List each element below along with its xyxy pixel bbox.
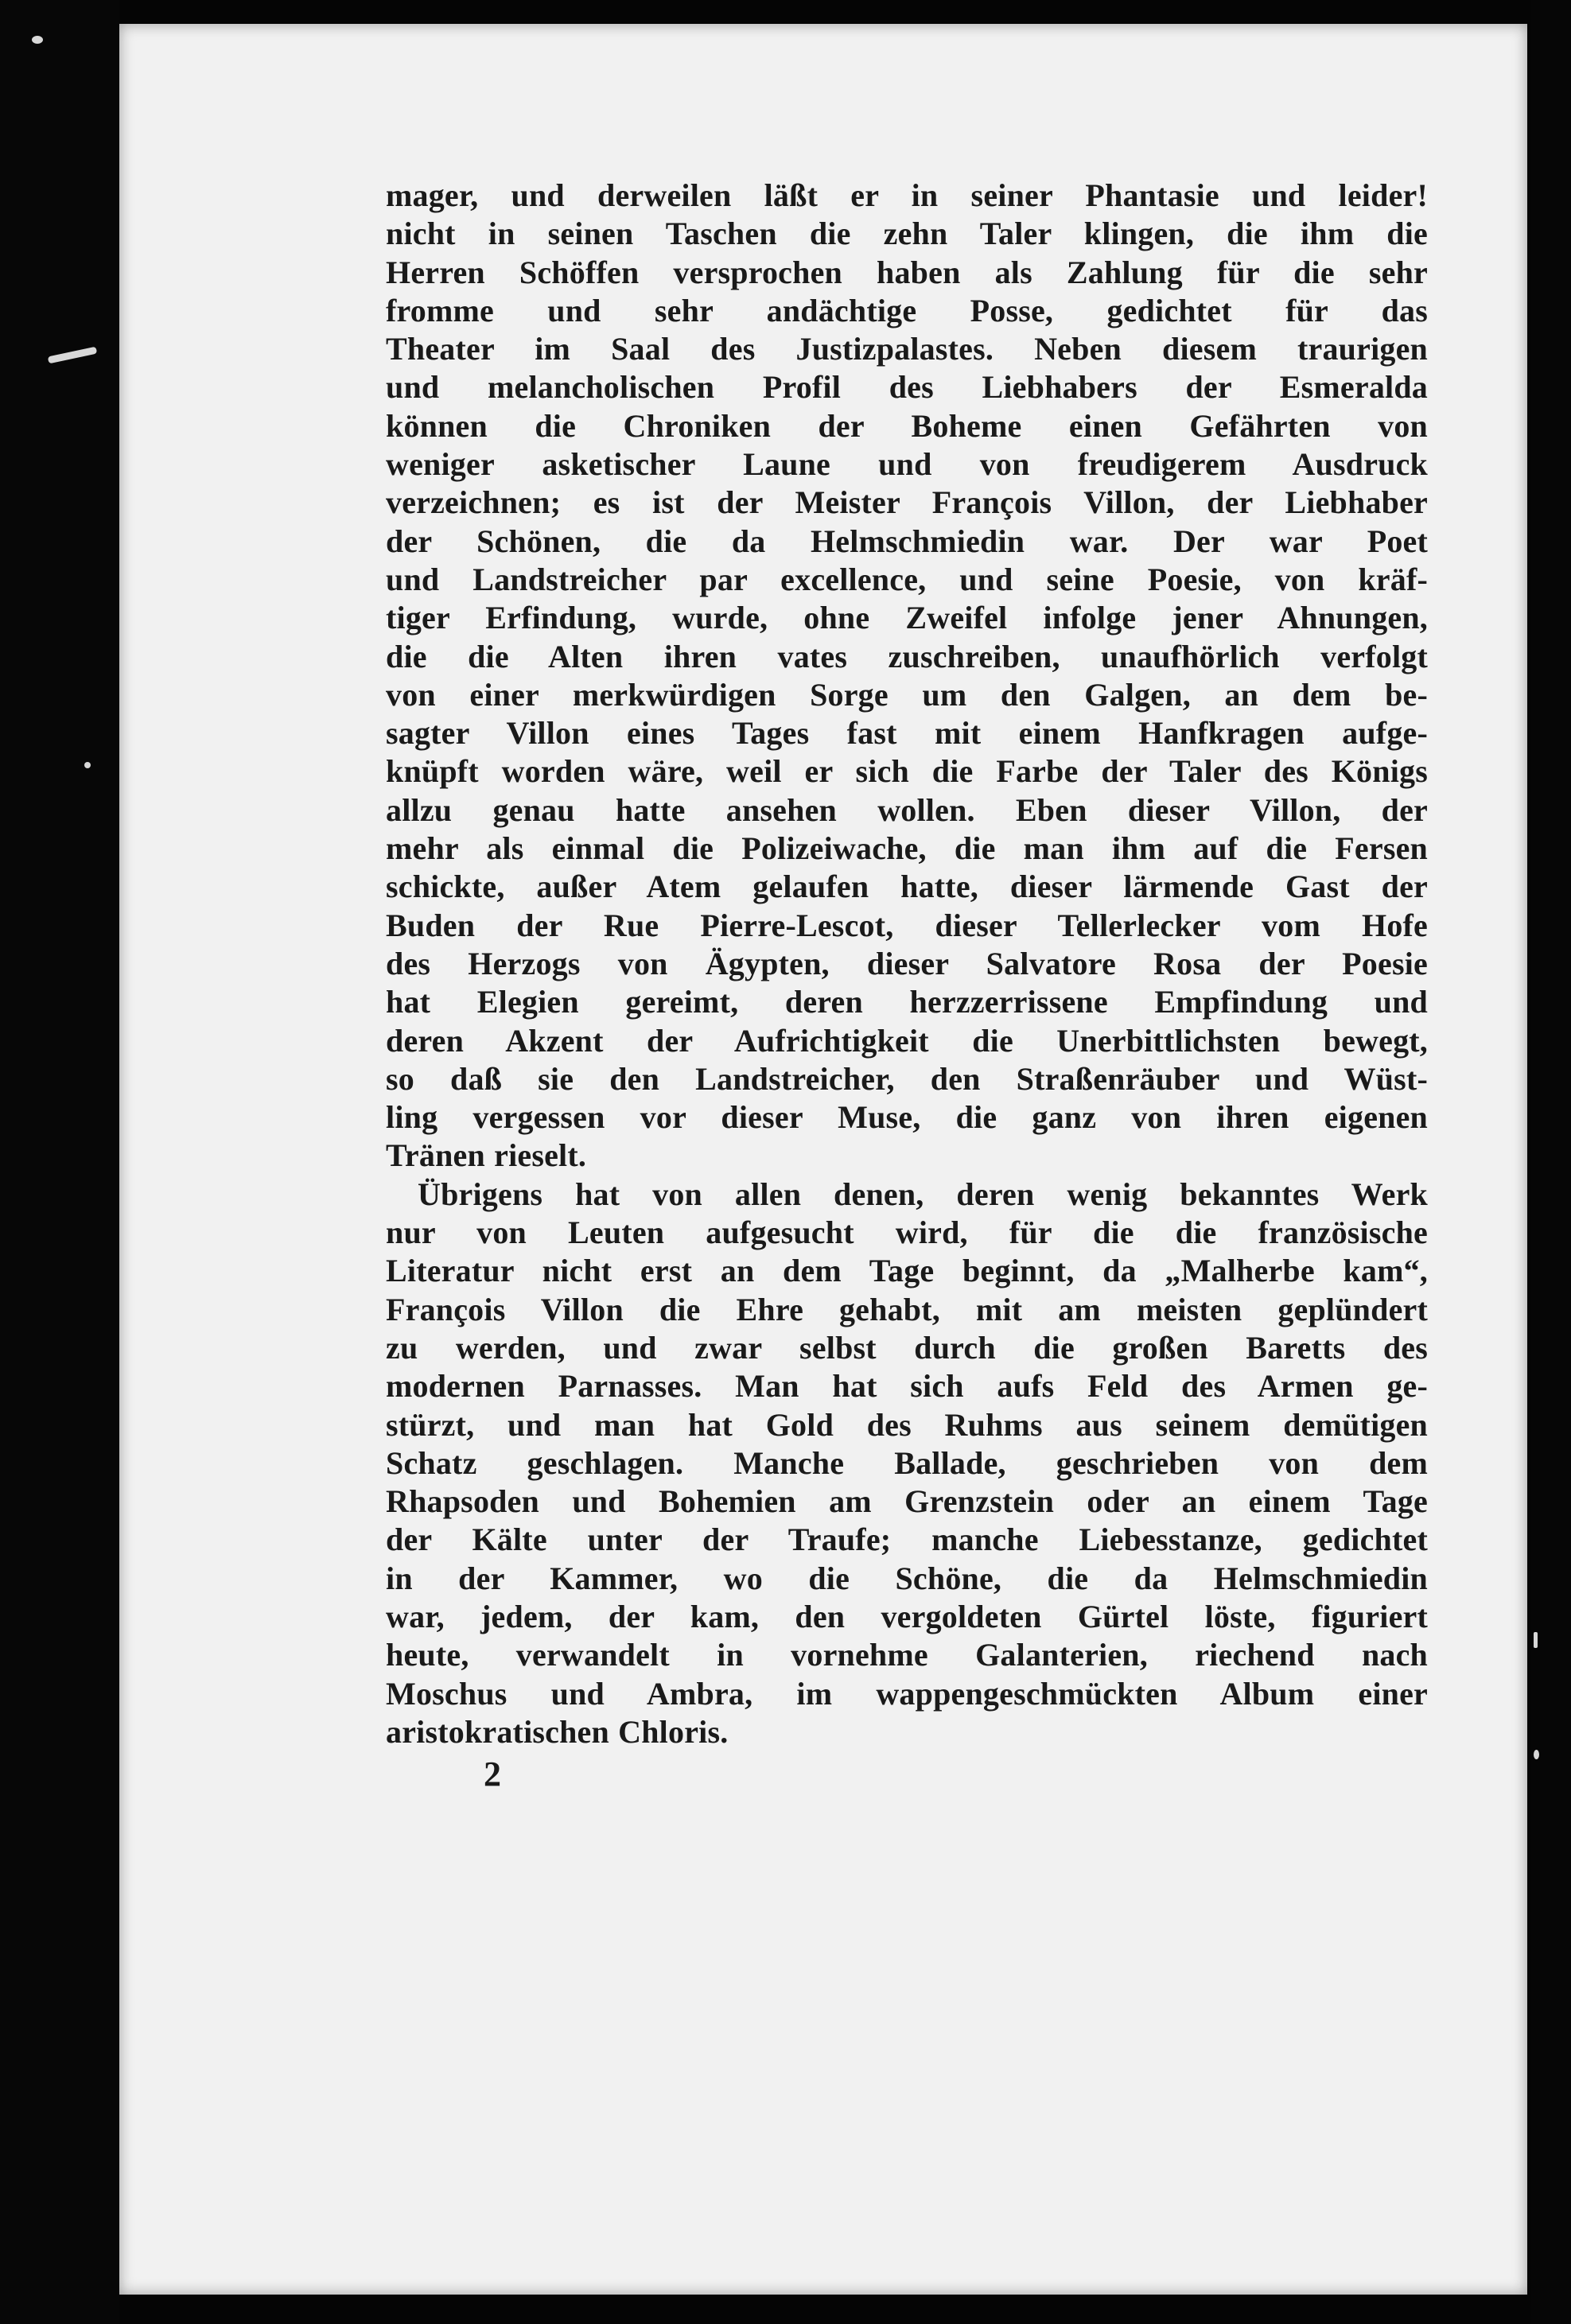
text-line: Übrigens hat von allen denen, deren wenig bekanntes Werk	[418, 1176, 1428, 1212]
text-line: Herren Schöffen versprochen haben als Zahlung für die sehr	[386, 254, 1428, 290]
text-line: knüpft worden wäre, weil er sich die Farbe der Taler des Königs	[386, 753, 1428, 790]
text-line: die die Alten ihren vates zuschreiben, unaufhörlich verfolgt	[386, 638, 1428, 674]
text-line: zu werden, und zwar selbst durch die großen Baretts des	[386, 1329, 1428, 1366]
text-line: weniger asketischer Laune und von freudigerem Ausdruck	[386, 446, 1428, 483]
text-line: tiger Erfindung, wurde, ohne Zweifel infolge jener Ahnungen,	[386, 600, 1428, 636]
text-line: verzeichnen; es ist der Meister François Villon, der Liebhaber	[386, 484, 1428, 521]
text-line: modernen Parnasses. Man hat sich aufs Feld des Armen ge-	[386, 1368, 1428, 1405]
paragraph-2	[386, 1176, 1428, 1751]
text-line: können die Chroniken der Boheme einen Gefährten von	[386, 407, 1428, 444]
text-line: war, jedem, der kam, den vergoldeten Gürtel löste, figuriert	[386, 1598, 1428, 1634]
text-line: Schatz geschlagen. Manche Ballade, geschrieben von dem	[386, 1444, 1428, 1481]
text-line: so daß sie den Landstreicher, den Straßenräuber und Wüst-	[386, 1060, 1428, 1097]
film-speck	[1534, 1750, 1539, 1759]
text-line: Rhapsoden und Bohemien am Grenzstein oder an einem Tage	[386, 1483, 1428, 1520]
text-line: deren Akzent der Aufrichtigkeit die Unerbittlichsten bewegt,	[386, 1022, 1428, 1059]
text-line: des Herzogs von Ägypten, dieser Salvatore Rosa der Poesie	[386, 945, 1428, 981]
text-line: der Kälte unter der Traufe; manche Liebesstanze, gedichtet	[386, 1521, 1428, 1558]
film-speck	[48, 347, 98, 364]
text-line: Buden der Rue Pierre-Lescot, dieser Tellerlecker vom Hofe	[386, 907, 1428, 943]
text-line: in der Kammer, wo die Schöne, die da Helmschmiedin	[386, 1560, 1428, 1596]
text-line: und melancholischen Profil des Liebhabers der Esmeralda	[386, 369, 1428, 406]
film-speck	[84, 762, 91, 768]
text-line: fromme und sehr andächtige Posse, gedichtet für das	[386, 292, 1428, 328]
text-line: stürzt, und man hat Gold des Ruhms aus seinem demütigen	[386, 1406, 1428, 1443]
film-border-right	[1531, 0, 1571, 2324]
text-line: allzu genau hatte ansehen wollen. Eben dieser Villon, der	[386, 791, 1428, 828]
text-line: hat Elegien gereimt, deren herzzerrissene Empfindung und	[386, 984, 1428, 1020]
text-line: nur von Leuten aufgesucht wird, für die die französische	[386, 1214, 1428, 1251]
paragraph-1	[386, 177, 1428, 1176]
text-line: Tränen rieselt.	[386, 1137, 587, 1174]
text-line: nicht in seinen Taschen die zehn Taler klingen, die ihm die	[386, 216, 1428, 252]
text-line: schickte, außer Atem gelaufen hatte, dieser lärmende Gast der	[386, 869, 1428, 905]
body-text	[386, 177, 1428, 1751]
text-line: heute, verwandelt in vornehme Galanterien, riechend nach	[386, 1637, 1428, 1673]
text-line: und Landstreicher par excellence, und seine Poesie, von kräf-	[386, 561, 1428, 597]
text-line: aristokratischen Chloris.	[386, 1713, 729, 1750]
text-line: von einer merkwürdigen Sorge um den Galgen, an dem be-	[386, 676, 1428, 713]
text-line: der Schönen, die da Helmschmiedin war. Der war Poet	[386, 523, 1428, 559]
text-line: Moschus und Ambra, im wappengeschmückten Album einer	[386, 1675, 1428, 1712]
text-line: Theater im Saal des Justizpalastes. Neben diesem traurigen	[386, 331, 1428, 367]
text-line: Literatur nicht erst an dem Tage beginnt, da „Malherbe kam“,	[386, 1253, 1428, 1289]
text-line: ling vergessen vor dieser Muse, die ganz von ihren eigenen	[386, 1099, 1428, 1136]
film-border-left	[0, 0, 119, 2324]
film-speck	[1534, 1632, 1538, 1648]
text-line: sagter Villon eines Tages fast mit einem Hanfkragen aufge-	[386, 715, 1428, 752]
film-speck	[32, 36, 43, 44]
text-line: mager, und derweilen läßt er in seiner Phantasie und leider!	[386, 177, 1428, 213]
text-line: François Villon die Ehre gehabt, mit am meisten geplündert	[386, 1291, 1428, 1327]
page-number: 2	[484, 1755, 501, 1794]
text-line: mehr als einmal die Polizeiwache, die man ihm auf die Fersen	[386, 830, 1428, 867]
